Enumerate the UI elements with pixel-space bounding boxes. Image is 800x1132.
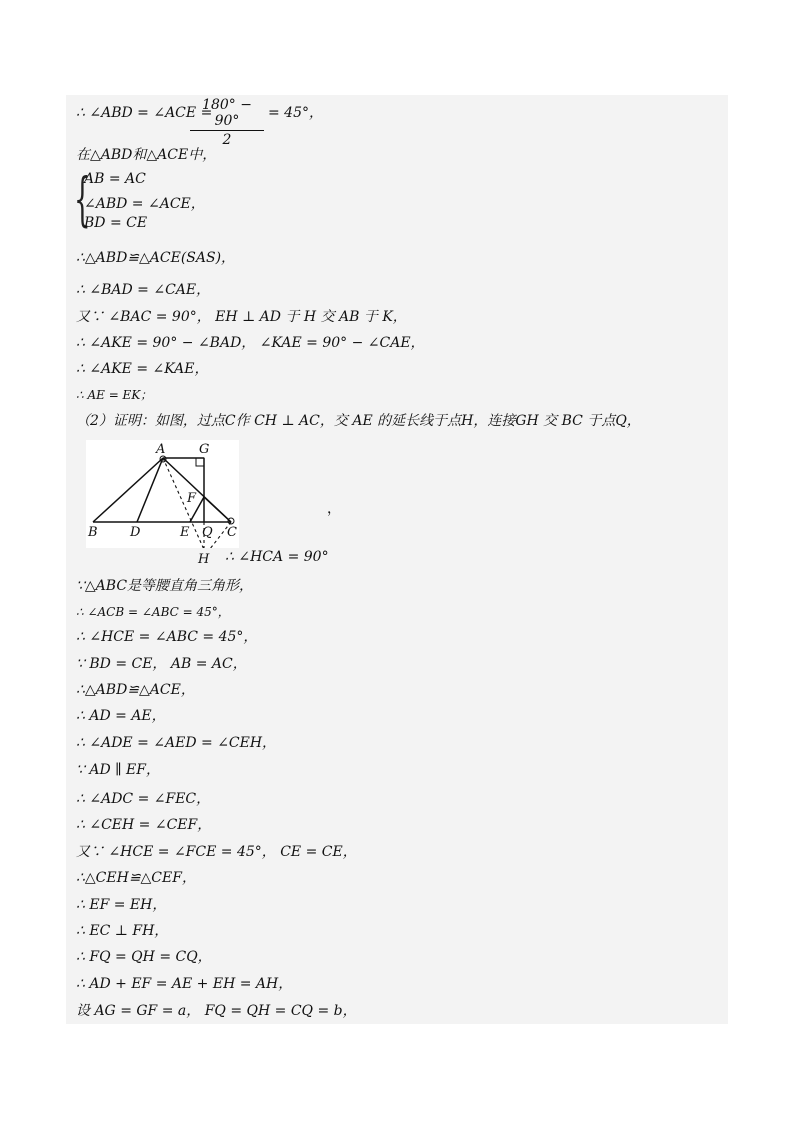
text-line: ∴ ∠HCA = 90° (225, 549, 329, 565)
label-q: Q (202, 525, 213, 540)
text-line: ∴ ∠ABD = ∠ACE = (76, 105, 213, 121)
fraction-denominator: 2 (222, 132, 232, 148)
text-line: ∴△ABD≌△ACE(SAS)， (76, 250, 236, 266)
text-line: ∴ ∠HCE = ∠ABC = 45°， (76, 629, 258, 645)
geometry-figure (86, 440, 239, 548)
text-line: ∴ EC ⊥ FH， (76, 923, 169, 939)
text-line: = 45°， (268, 105, 323, 121)
left-brace: { (74, 165, 91, 233)
geometry-svg (86, 440, 239, 548)
system-line: BD = CE (84, 215, 148, 231)
text-line: ∴ ∠ACB = ∠ABC = 45°， (76, 605, 230, 619)
label-d: D (130, 525, 141, 540)
label-c: C (227, 525, 237, 540)
label-h-holder (190, 548, 220, 568)
fraction (190, 97, 264, 148)
right-angle-mark (196, 458, 204, 466)
label-f: F (187, 491, 197, 506)
text-line: 又∵ ∠HCE = ∠FCE = 45°， CE = CE， (76, 844, 357, 860)
text-line: （2）证明：如图，过点C作 CH ⊥ AC，交 AE 的延长线于点H，连接GH 交 BC 于点Q， (76, 413, 641, 429)
label-e: E (180, 525, 190, 540)
text-line: ∴ ∠ADE = ∠AED = ∠CEH， (76, 735, 277, 751)
text-line: ∴ ∠CEH = ∠CEF， (76, 817, 212, 833)
text-line: ∴ ∠AKE = 90° − ∠BAD， ∠KAE = 90° − ∠CAE， (76, 335, 425, 351)
system-line: AB = AC (84, 171, 146, 187)
text-line: ∴ AD + EF = AE + EH = AH， (76, 976, 293, 992)
label-g: G (199, 442, 210, 457)
text-line: 在△ABD和△ACE中， (76, 147, 217, 163)
text-line: ∵ AD ∥ EF， (76, 762, 160, 778)
text-line: ∴ EF = EH， (76, 897, 167, 913)
label-a: A (156, 442, 166, 457)
segment-fc (204, 497, 231, 522)
text-line: 设 AG = GF = a， FQ = QH = CQ = b， (76, 1003, 357, 1019)
text-line: ∴ ∠ADC = ∠FEC， (76, 791, 211, 807)
text-line: ∴ ∠AKE = ∠KAE， (76, 361, 209, 377)
label-b: B (88, 525, 98, 540)
segment-ab (93, 458, 163, 522)
segment-ad (137, 458, 163, 522)
text-line: ∴△ABD≌△ACE， (76, 682, 195, 698)
label-h: H (198, 552, 210, 567)
text-line: ∴ ∠BAD = ∠CAE， (76, 282, 211, 298)
text-line: 又∵ ∠BAC = 90°， EH ⊥ AD 于 H 交 AB 于 K， (76, 309, 407, 325)
text-line: ∵△ABC是等腰直角三角形， (76, 578, 254, 594)
system-line: ∠ABD = ∠ACE， (84, 196, 205, 212)
text-line: ∴ FQ = QH = CQ， (76, 949, 212, 965)
text-line: ∵ BD = CE， AB = AC， (76, 656, 247, 672)
text-line: ∴△CEH≌△CEF， (76, 870, 196, 886)
figure-comma: ， (327, 501, 341, 517)
text-line: ∴ AD = AE， (76, 708, 166, 724)
text-line: ∴ AE = EK； (76, 388, 153, 402)
fraction-numerator: 180° − 90° (190, 97, 264, 131)
